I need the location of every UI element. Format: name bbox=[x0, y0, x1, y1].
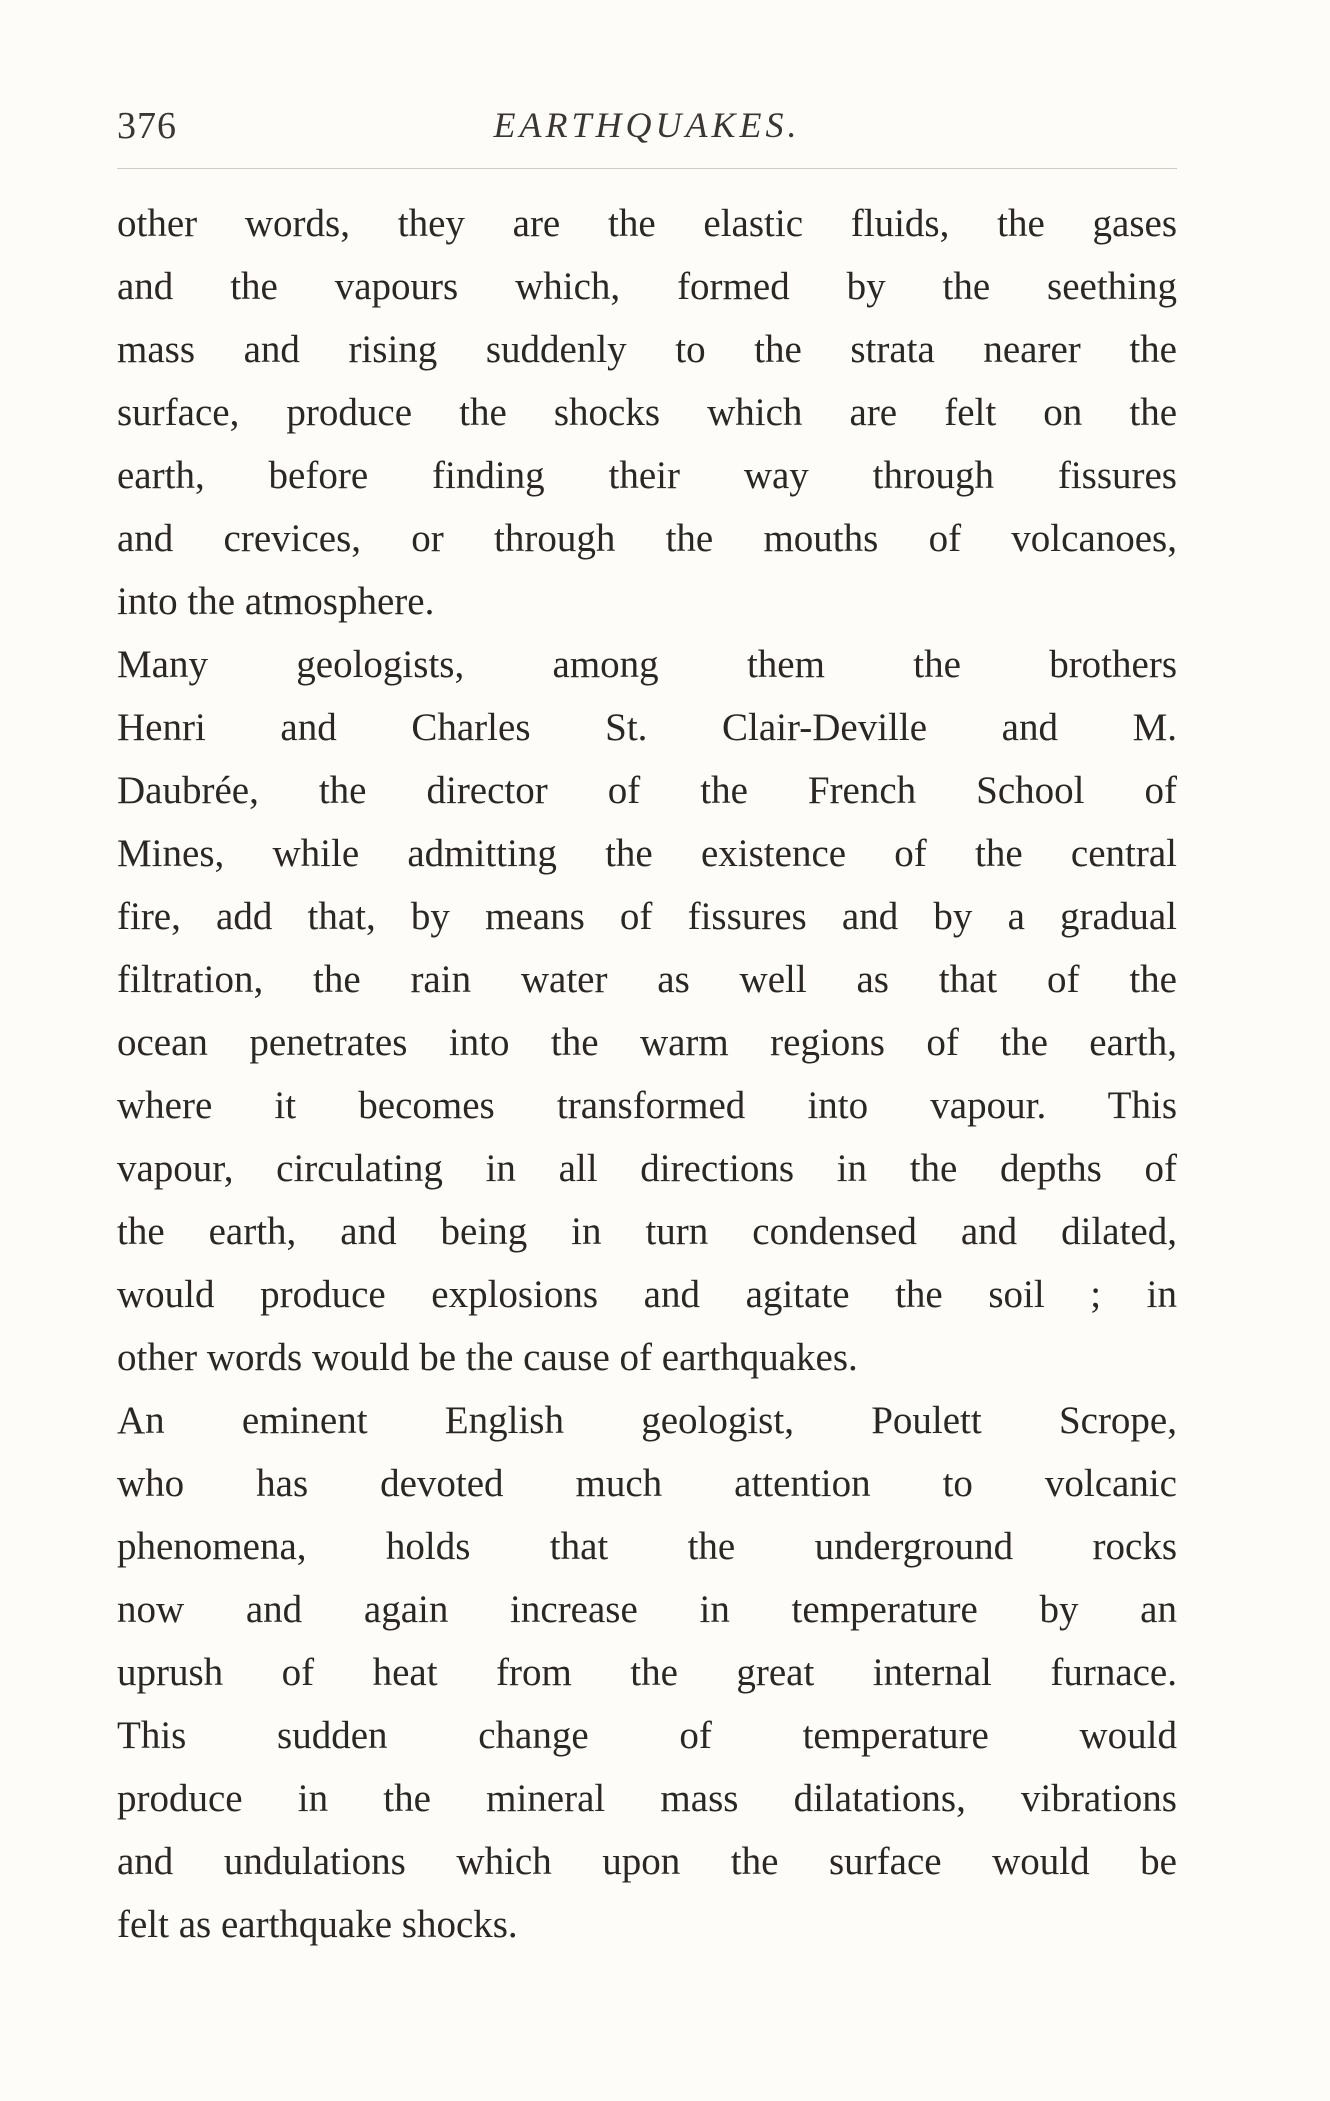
text-line: the earth, and being in turn condensed and dilated, bbox=[117, 1210, 1177, 1253]
text-line: uprush of heat from the great internal furnace. bbox=[117, 1651, 1177, 1694]
text-line: other words would be the cause of earthquakes. bbox=[117, 1336, 858, 1379]
text-line: who has devoted much attention to volcanic bbox=[117, 1462, 1177, 1505]
text-line: and undulations which upon the surface would be bbox=[117, 1840, 1177, 1883]
text-line: phenomena, holds that the underground rocks bbox=[117, 1525, 1177, 1568]
text-line: produce in the mineral mass dilatations, vibrations bbox=[117, 1777, 1177, 1820]
text-line: into the atmosphere. bbox=[117, 580, 435, 623]
text-line: vapour, circulating in all directions in the depths of bbox=[117, 1147, 1177, 1190]
text-line: would produce explosions and agitate the soil ; in bbox=[117, 1273, 1177, 1316]
running-title: EARTHQUAKES. bbox=[493, 105, 801, 145]
text-line: Henri and Charles St. Clair-Deville and M. bbox=[117, 706, 1177, 749]
paragraph-3 bbox=[117, 1389, 1177, 1956]
body-text bbox=[117, 192, 1177, 1956]
paragraph-2 bbox=[117, 633, 1177, 1389]
text-line: An eminent English geologist, Poulett Scrope, bbox=[117, 1399, 1177, 1442]
text-line: where it becomes transformed into vapour. This bbox=[117, 1084, 1177, 1127]
text-line: Daubrée, the director of the French School of bbox=[117, 769, 1177, 812]
text-line: and crevices, or through the mouths of volcanoes, bbox=[117, 517, 1177, 560]
text-line: ocean penetrates into the warm regions of the earth, bbox=[117, 1021, 1177, 1064]
text-line: Many geologists, among them the brothers bbox=[117, 643, 1177, 686]
text-line: earth, before finding their way through fissures bbox=[117, 454, 1177, 497]
running-head bbox=[117, 96, 1177, 156]
text-line: now and again increase in temperature by an bbox=[117, 1588, 1177, 1631]
paragraph-1 bbox=[117, 192, 1177, 633]
text-line: fire, add that, by means of fissures and by a gradual bbox=[117, 895, 1177, 938]
text-line: other words, they are the elastic fluids, the gases bbox=[117, 202, 1177, 245]
text-line: felt as earthquake shocks. bbox=[117, 1903, 518, 1946]
text-line: This sudden change of temperature would bbox=[117, 1714, 1177, 1757]
page-number: 376 bbox=[117, 105, 177, 147]
header-rule bbox=[117, 168, 1177, 169]
text-line: surface, produce the shocks which are felt on the bbox=[117, 391, 1177, 434]
text-line: and the vapours which, formed by the seething bbox=[117, 265, 1177, 308]
text-line: mass and rising suddenly to the strata nearer the bbox=[117, 328, 1177, 371]
text-line: filtration, the rain water as well as that of the bbox=[117, 958, 1177, 1001]
text-line: Mines, while admitting the existence of the central bbox=[117, 832, 1177, 875]
